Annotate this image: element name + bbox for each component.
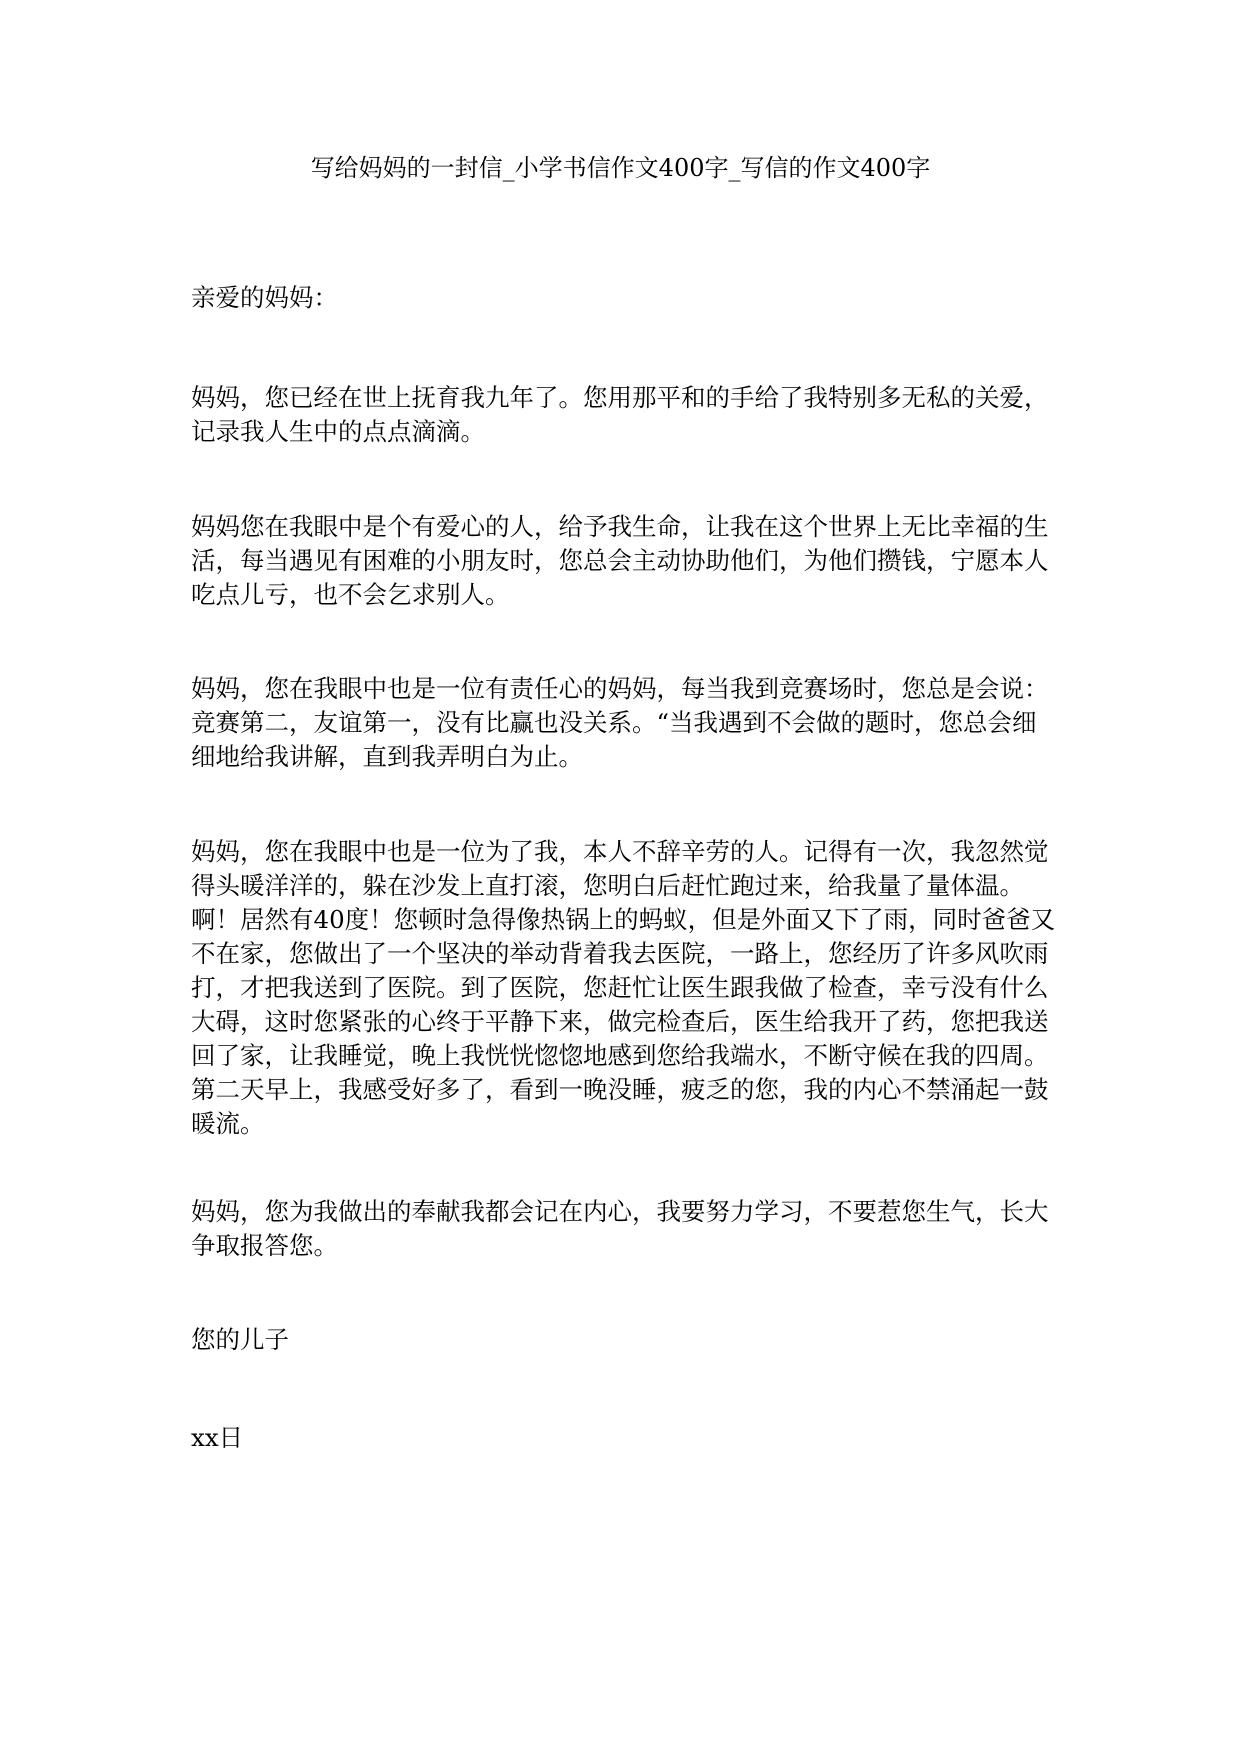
letter-closing: 您的儿子 bbox=[191, 1325, 289, 1354]
letter-paragraph-4: 妈妈，您在我眼中也是一位为了我，本人不辞辛劳的人。记得有一次，我忽然觉得头暖洋洋的，躲在沙发上直打滚，您明白后赶忙跑过来，给我量了量体温。啊！居然有40度！您顿时急得像热锅上的蚂蚁，但是外面又下了雨，同时爸爸又不在家，您做出了一个坚决的举动背着我去医院，一路上，您经历了许多风吹雨打，才把我送到了医院。到了医院，您赶忙让医生跟我做了检查，幸亏没有什么大碍，这时您紧张的心终于平静下来，做完检查后，医生给我开了药，您把我送回了家，让我睡觉，晚上我恍恍惚惚地感到您给我端水，不断守候在我的四周。第二天早上，我感受好多了，看到一晚没睡，疲乏的您，我的内心不禁涌起一鼓暖流。 bbox=[191, 837, 1056, 1138]
letter-salutation: 亲爱的妈妈： bbox=[191, 283, 338, 312]
document-title: 写给妈妈的一封信_小学书信作文400字_写信的作文400字 bbox=[310, 154, 931, 182]
letter-paragraph-2: 妈妈您在我眼中是个有爱心的人，给予我生命，让我在这个世界上无比幸福的生活，每当遇见有困难的小朋友时，您总会主动协助他们，为他们攒钱，宁愿本人吃点儿亏，也不会乞求别人。 bbox=[191, 512, 1049, 609]
letter-paragraph-1: 妈妈，您已经在世上抚育我九年了。您用那平和的手给了我特别多无私的关爱，记录我人生中的点点滴滴。 bbox=[191, 383, 1049, 446]
letter-paragraph-5: 妈妈，您为我做出的奉献我都会记在内心，我要努力学习，不要惹您生气，长大争取报答您。 bbox=[191, 1197, 1049, 1260]
letter-date: xx日 bbox=[191, 1423, 244, 1452]
letter-paragraph-3: 妈妈，您在我眼中也是一位有责任心的妈妈，每当我到竞赛场时，您总是会说：竞赛第二，友谊第一，没有比赢也没关系。“当我遇到不会做的题时，您总会细细地给我讲解，直到我弄明白为止。 bbox=[191, 674, 1049, 771]
